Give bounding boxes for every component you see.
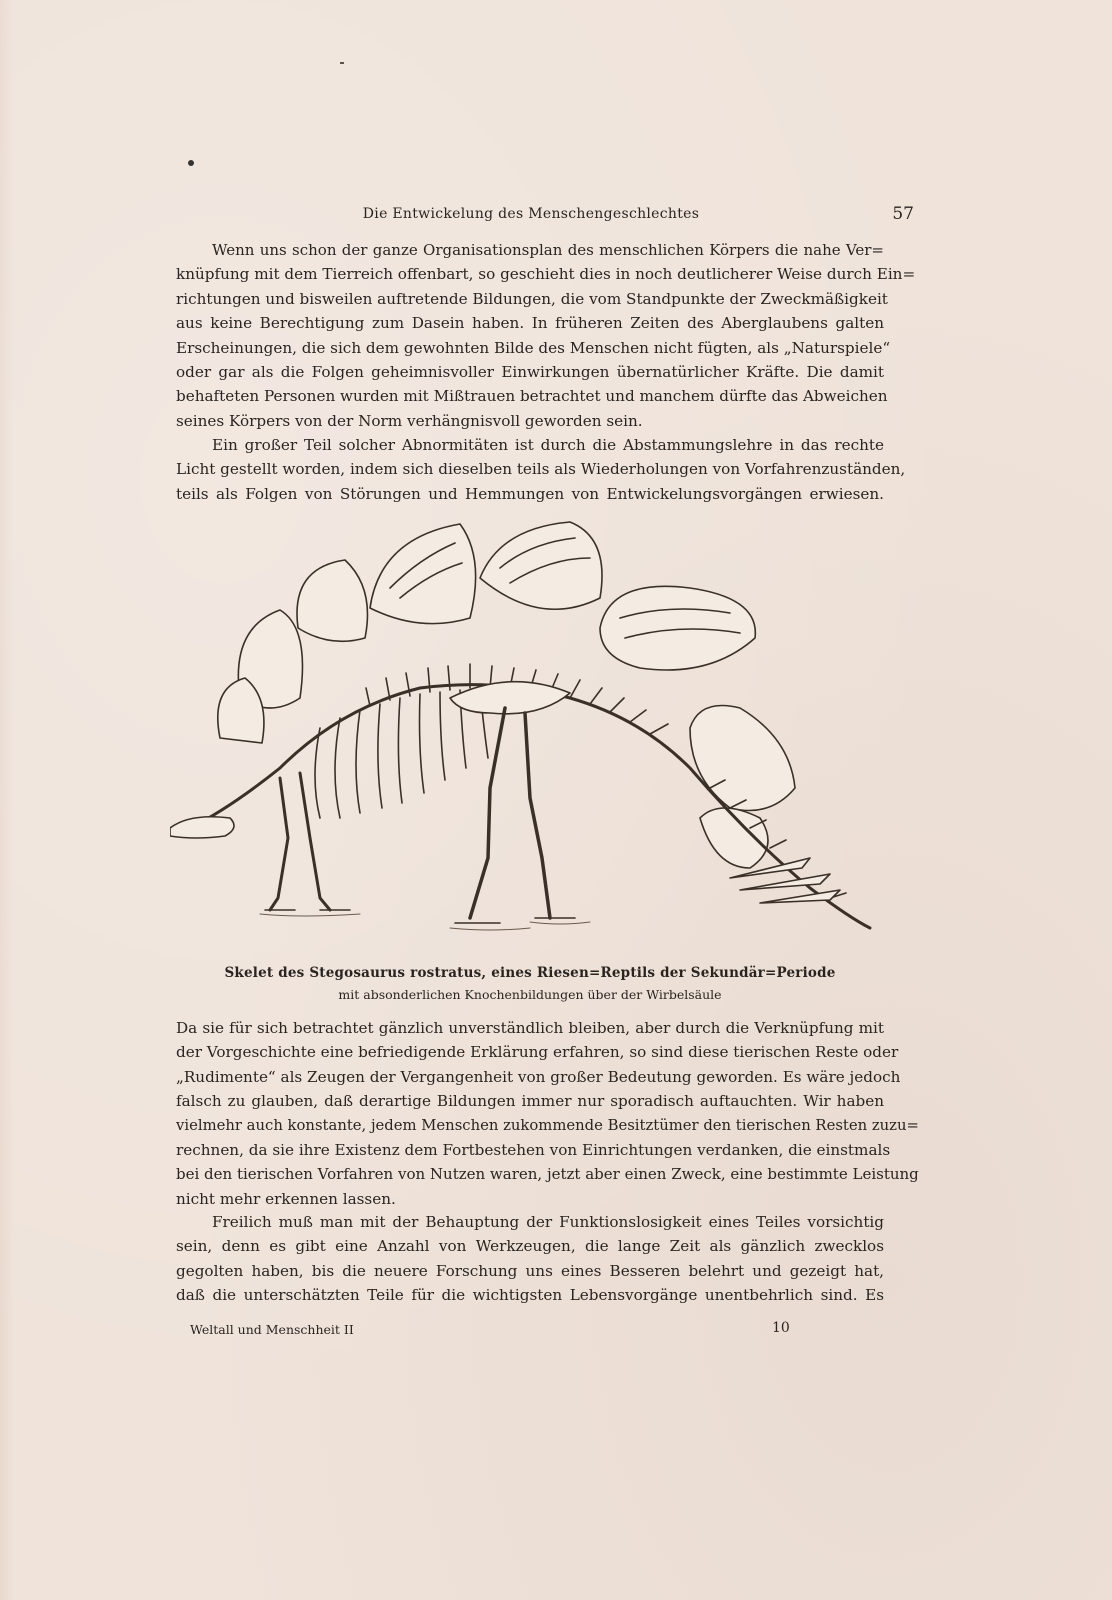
text-line: Freilich muß man mit der Behauptung der Funktionslosigkeit eines Teiles vorsichtig [212, 1213, 884, 1231]
dorsal-plate [480, 522, 602, 609]
text-line: teils als Folgen von Störungen und Hemmungen von Entwickelungsvorgängen erwiesen. [176, 484, 884, 503]
pelvis [450, 682, 570, 714]
paragraph-1 [176, 238, 916, 433]
paragraph-3 [176, 1016, 919, 1211]
signature-mark: Weltall und Menschheit II [190, 1322, 354, 1337]
text-line: aus keine Berechtigung zum Dasein haben. In früheren Zeiten des Aberglaubens galten [176, 314, 884, 333]
text-line: richtungen und bisweilen auftretende Bildungen, die vom Standpunkte der Zweckmäßigkeit [176, 289, 888, 308]
skeleton-drawing [170, 518, 890, 958]
text-line: Erscheinungen, die sich dem gewohnten Bilde des Menschen nicht fügten, als „Naturspiele“ [176, 338, 891, 357]
dorsal-plate [370, 524, 476, 624]
text-line: Licht gestellt worden, indem sich dieselben teils als Wiederholungen von Vorfahrenzuständen, [176, 460, 906, 479]
ink-dot [188, 160, 194, 166]
text-line: falsch zu glauben, daß derartige Bildungen immer nur sporadisch auftauchten. Wir haben [176, 1092, 884, 1111]
running-title: Die Entwickelung des Menschengeschlechtes [362, 206, 700, 222]
signature-number: 10 [772, 1320, 790, 1336]
text-line: sein, denn es gibt eine Anzahl von Werkzeugen, die lange Zeit als gänzlich zwecklos [176, 1237, 884, 1256]
text-line: Ein großer Teil solcher Abnormitäten ist durch die Abstammungslehre in das rechte [212, 436, 884, 454]
text-line: der Vorgeschichte eine befriedigende Erklärung erfahren, so sind diese tierischen Reste oder [176, 1043, 899, 1062]
text-line: Da sie für sich betrachtet gänzlich unverständlich bleiben, aber durch die Verknüpfung mit [176, 1019, 884, 1037]
figure-subcaption: mit absonderlichen Knochenbildungen über der Wirbelsäule [338, 987, 722, 1002]
text-line: seines Körpers von der Norm verhängnisvoll geworden sein. [176, 411, 643, 430]
stegosaurus-skeleton-illustration [170, 518, 890, 958]
text-line: vielmehr auch konstante, jedem Menschen zukommende Besitztümer den tierischen Resten zuzu= [176, 1116, 919, 1134]
text-line: „Rudimente“ als Zeugen der Vergangenheit von großer Bedeutung geworden. Es wäre jedoch [176, 1067, 901, 1086]
paragraph-4 [176, 1210, 884, 1308]
text-line: bei den tierischen Vorfahren von Nutzen waren, jetzt aber einen Zweck, eine bestimmte Leistung [176, 1165, 919, 1184]
figure-caption: Skelet des Stegosaurus rostratus, eines Riesen=Reptils der Sekundär=Periode [224, 965, 836, 981]
tail-spike [740, 874, 830, 890]
paragraph-2 [176, 433, 906, 506]
text-line: behafteten Personen wurden mit Mißtrauen betrachtet und manchem dürfte das Abweichen [176, 387, 888, 406]
text-line: rechnen, da sie ihre Existenz dem Fortbestehen von Einrichtungen verdanken, die einstmals [176, 1141, 891, 1160]
hind-leg [470, 708, 550, 918]
dorsal-plate [600, 586, 755, 670]
dorsal-plate [297, 560, 368, 641]
running-header [176, 204, 914, 230]
dorsal-plate [690, 706, 795, 811]
text-line: knüpfung mit dem Tierreich offenbart, so geschieht dies in noch deutlicherer Weise durch Ein= [176, 265, 916, 284]
text-line: nicht mehr erkennen lassen. [176, 1189, 396, 1208]
text-line: oder gar als die Folgen geheimnisvoller Einwirkungen übernatürlicher Kräfte. Die damit [176, 363, 884, 382]
page-number: 57 [892, 204, 914, 224]
text-line: Wenn uns schon der ganze Organisationsplan des menschlichen Körpers die nahe Ver= [212, 241, 884, 259]
text-line: daß die unterschätzten Teile für die wichtigsten Lebensvorgänge unentbehrlich sind. Es [176, 1286, 884, 1305]
ink-mark [340, 62, 344, 64]
front-leg [270, 773, 330, 910]
text-line: gegolten haben, bis die neuere Forschung uns eines Besseren belehrt und gezeigt hat, [176, 1261, 884, 1280]
skull [170, 817, 234, 838]
